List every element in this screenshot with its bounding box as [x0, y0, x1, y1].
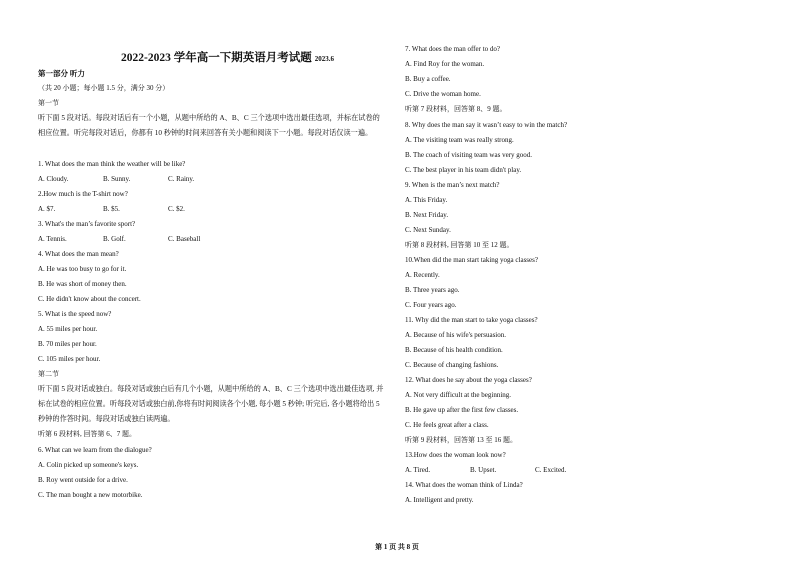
option: B. The coach of visiting team was very good. — [405, 151, 533, 159]
option: B. Buy a coffee. — [405, 75, 451, 83]
option: C. 105 miles per hour. — [38, 355, 101, 363]
page-footer: 第 1 页 共 8 页 — [375, 543, 419, 551]
option: A. 55 miles per hour. — [38, 325, 98, 333]
option: C. Four years ago. — [405, 301, 457, 309]
option: B. Roy went outside for a drive. — [38, 476, 128, 484]
question-8: 8. Why does the man say it wasn’t easy to win the match? — [405, 121, 568, 129]
option: B. Upset. — [470, 466, 497, 474]
option: A. Because of his wife's persuasion. — [405, 331, 506, 339]
question-4: 4. What does the man mean? — [38, 250, 119, 258]
option: B. He was short of money then. — [38, 280, 127, 288]
question-14: 14. What does the woman think of Linda? — [405, 481, 523, 489]
question-10: 10.When did the man start taking yoga classes? — [405, 256, 538, 264]
option: C. Baseball — [168, 235, 201, 243]
option: B. He gave up after the first few classes. — [405, 406, 519, 414]
option: A. The visiting team was really strong. — [405, 136, 514, 144]
page-title — [60, 49, 395, 65]
option: C. The best player in his team didn't play. — [405, 166, 522, 174]
section1-instructions: 听下面 5 段对话。每段对话后有一个小题，从题中所给的 A、B、C 三个选项中选出最佳选项，并标在试卷的相应位置。听完每段对话后，你都有 10 秒钟的时间来回答有关小题和阅读下一小题。每段对话仅读一遍。 — [38, 114, 380, 137]
question-13-options — [405, 463, 600, 478]
material-7-instruction: 听第 7 段材料，回答第 8、9 题。 — [405, 105, 507, 113]
option: B. Because of his health condition. — [405, 346, 503, 354]
material-9-instruction: 听第 9 段材料，回答第 13 至 16 题。 — [405, 436, 517, 444]
question-3-options — [38, 232, 233, 247]
title-date: 2023.6 — [314, 55, 334, 63]
question-5: 5. What is the speed now? — [38, 310, 112, 318]
option: B. $5. — [103, 205, 120, 213]
option: C. He feels great after a class. — [405, 421, 489, 429]
question-2-options — [38, 202, 233, 217]
option: A. Cloudy. — [38, 175, 69, 183]
option: A. Intelligent and pretty. — [405, 496, 474, 504]
option: C. Excited. — [535, 466, 567, 474]
option: A. Recently. — [405, 271, 440, 279]
question-13: 13.How does the woman look now? — [405, 451, 506, 459]
option: C. Next Sunday. — [405, 226, 451, 234]
question-1: 1. What does the man think the weather will be like? — [38, 160, 186, 168]
section2-instructions: 听下面 5 段对话或独白。每段对话或独白后有几个小题，从题中所给的 A、B、C 三个选项中选出最佳选项, 并标在试卷的相应位置。听每段对话或独白前,你将有时间阅读各个小题, 每小题 5 秒钟; 听完后, 各小题将给出 5 秒钟的作答时间。每段对话或独白读两遍。 — [38, 385, 384, 423]
option: B. Sunny. — [103, 175, 131, 183]
section2-heading: 第二节 — [38, 370, 59, 378]
option: B. Three years ago. — [405, 286, 460, 294]
option: A. Colin picked up someone's keys. — [38, 461, 139, 469]
option: C. Drive the woman home. — [405, 90, 481, 98]
question-3: 3. What's the man’s favorite sport? — [38, 220, 136, 228]
question-12: 12. What does he say about the yoga classes? — [405, 376, 532, 384]
option: A. Tennis. — [38, 235, 67, 243]
option: A. $7. — [38, 205, 56, 213]
question-7: 7. What does the man offer to do? — [405, 45, 500, 53]
option: C. He didn't know about the concert. — [38, 295, 141, 303]
option: C. $2. — [168, 205, 185, 213]
part1-heading: 第一部分 听力 — [38, 69, 85, 78]
option: A. He was too busy to go for it. — [38, 265, 127, 273]
option: B. Next Friday. — [405, 211, 449, 219]
question-6: 6. What can we learn from the dialogue? — [38, 446, 152, 454]
question-1-options — [38, 172, 233, 187]
option: A. This Friday. — [405, 196, 448, 204]
title-main: 2022-2023 学年高一下期英语月考试题 — [121, 52, 312, 64]
material-8-instruction: 听第 8 段材料, 回答第 10 至 12 题。 — [405, 241, 514, 249]
option: C. Rainy. — [168, 175, 195, 183]
section1-heading: 第一节 — [38, 99, 59, 107]
option: A. Not very difficult at the beginning. — [405, 391, 512, 399]
option: B. 70 miles per hour. — [38, 340, 97, 348]
question-9: 9. When is the man’s next match? — [405, 181, 500, 189]
material-6-instruction: 听第 6 段材料, 回答第 6、7 题。 — [38, 430, 136, 438]
question-11: 11. Why did the man start to take yoga classes? — [405, 316, 538, 324]
part1-note: （共 20 小题；每小题 1.5 分，满分 30 分） — [38, 84, 170, 92]
option: A. Find Roy for the woman. — [405, 60, 485, 68]
option: C. Because of changing fashions. — [405, 361, 499, 369]
option: B. Golf. — [103, 235, 126, 243]
question-2: 2.How much is the T-shirt now? — [38, 190, 128, 198]
option: A. Tired. — [405, 466, 431, 474]
option: C. The man bought a new motorbike. — [38, 491, 143, 499]
